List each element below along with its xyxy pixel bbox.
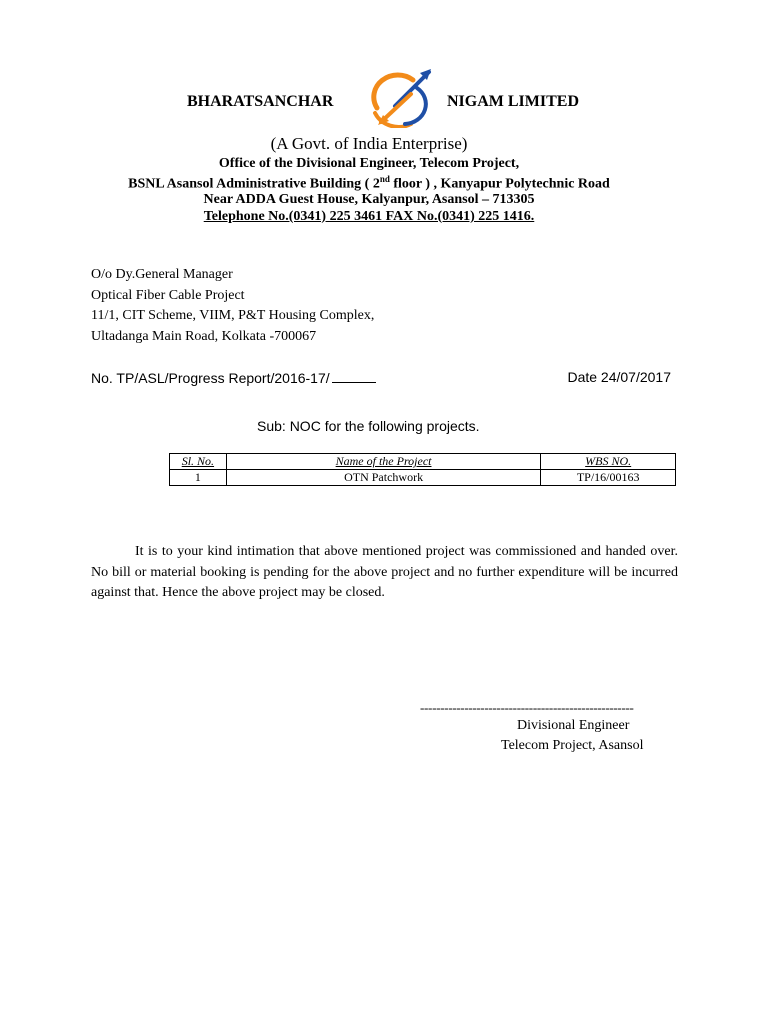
- header-project-name: Name of the Project: [226, 454, 541, 470]
- address-line: O/o Dy.General Manager: [91, 267, 233, 282]
- office-line: Office of the Divisional Engineer, Telecom Project,: [218, 156, 520, 171]
- signature-line: -----------------------------------------------------: [420, 700, 634, 715]
- table-row: [170, 470, 676, 486]
- cell-wbs-no: TP/16/00163: [541, 470, 676, 486]
- signatory-title: Divisional Engineer: [517, 718, 630, 733]
- near-line: Near ADDA Guest House, Kalyanpur, Asansol – 713305: [203, 192, 535, 207]
- govt-enterprise-line: (A Govt. of India Enterprise): [270, 134, 468, 153]
- projects-table: [169, 453, 676, 486]
- subject-line: Sub: NOC for the following projects.: [257, 418, 480, 434]
- org-name-right: NIGAM LIMITED: [447, 93, 580, 110]
- address-line: Ultadanga Main Road, Kolkata -700067: [91, 328, 317, 344]
- reference-blank-underline: [332, 369, 376, 383]
- table-header-row: [170, 454, 676, 470]
- building-line: [0, 174, 738, 193]
- address-line: 11/1, CIT Scheme, VIIM, P&T Housing Complex,: [91, 308, 375, 323]
- building-text: BSNL Asansol Administrative Building ( 2: [128, 176, 380, 192]
- letter-date: Date 24/07/2017: [567, 369, 671, 385]
- cell-sl-no: 1: [170, 470, 227, 486]
- cell-project-name: OTN Patchwork: [226, 470, 541, 486]
- address-line: Optical Fiber Cable Project: [91, 287, 245, 303]
- reference-text: No. TP/ASL/Progress Report/2016-17/: [91, 370, 330, 386]
- header-sl-no: Sl. No.: [170, 454, 227, 470]
- org-name-left: BHARATSANCHAR: [187, 93, 334, 110]
- header-wbs-no: WBS NO.: [541, 454, 676, 470]
- reference-number: [91, 369, 376, 386]
- building-text-rest: floor ) , Kanyapur Polytechnic Road: [389, 176, 610, 192]
- signatory-office: Telecom Project, Asansol: [501, 738, 644, 753]
- recipient-address: [91, 265, 374, 347]
- body-paragraph: It is to your kind intimation that above mentioned project was commissioned and handed over. No bill or material booking is pending for the above project and no further expenditure will be incurred against that. Hence the above project may be closed.: [91, 544, 678, 600]
- bsnl-logo-icon: [365, 66, 437, 128]
- building-superscript: nd: [379, 174, 390, 184]
- telephone-line: Telephone No.(0341) 225 3461 FAX No.(0341) 225 1416.: [203, 209, 535, 224]
